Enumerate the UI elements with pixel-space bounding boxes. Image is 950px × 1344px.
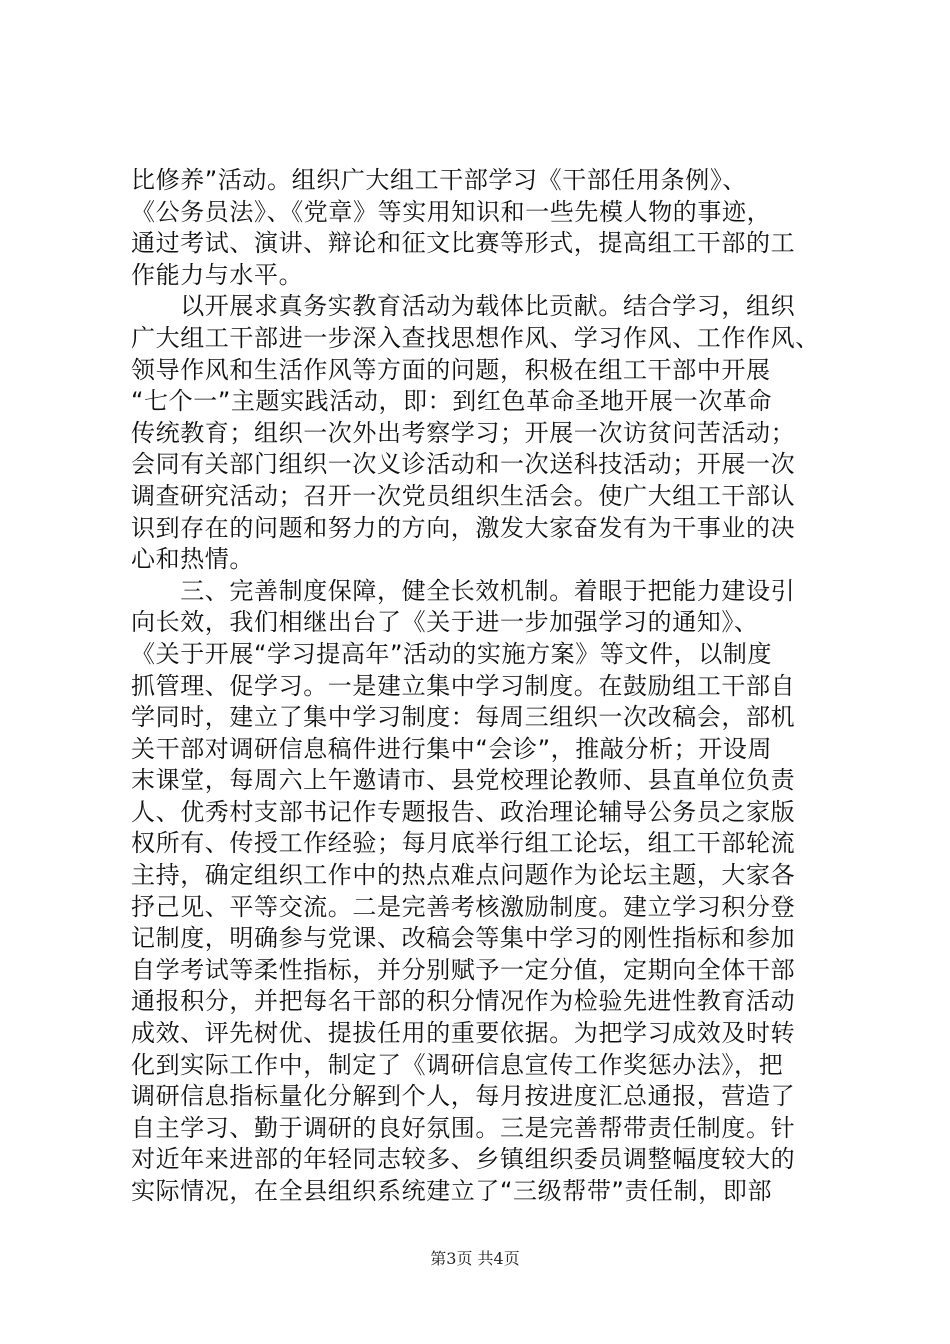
text-line: 末课堂，每周六上午邀请市、县党校理论教师、县直单位负责 bbox=[131, 766, 796, 795]
text-line: 主持，确定组织工作中的热点难点问题作为论坛主题，大家各 bbox=[131, 861, 796, 890]
body-text bbox=[131, 165, 831, 1208]
text-line: “七个一”主题实践活动，即：到红色革命圣地开展一次革命 bbox=[131, 387, 773, 416]
text-line: 权所有、传授工作经验；每月底举行组工论坛，组工干部轮流 bbox=[131, 829, 796, 858]
text-line: 广大组工干部进一步深入查找思想作风、学习作风、工作作风、 bbox=[131, 323, 820, 352]
text-line: 自主学习、勤于调研的良好氛围。三是完善帮带责任制度。针 bbox=[131, 1113, 796, 1142]
text-line: 《关于开展“学习提高年”活动的实施方案》等文件，以制度 bbox=[131, 639, 773, 668]
text-line: 会同有关部门组织一次义诊活动和一次送科技活动；开展一次 bbox=[131, 450, 796, 479]
text-line: 以开展求真务实教育活动为载体比贡献。结合学习，组织 bbox=[131, 292, 796, 321]
text-line: 调查研究活动；召开一次党员组织生活会。使广大组工干部认 bbox=[131, 481, 796, 510]
text-line: 心和热情。 bbox=[131, 545, 254, 574]
text-line: 传统教育；组织一次外出考察学习；开展一次访贫问苦活动； bbox=[131, 418, 796, 447]
text-line: 调研信息指标量化分解到个人，每月按进度汇总通报，营造了 bbox=[131, 1082, 796, 1111]
text-line: 抒己见、平等交流。二是完善考核激励制度。建立学习积分登 bbox=[131, 892, 796, 921]
text-line: 化到实际工作中，制定了《调研信息宣传工作奖惩办法》，把 bbox=[131, 1050, 784, 1079]
text-line: 实际情况，在全县组织系统建立了“三级帮带”责任制，即部 bbox=[131, 1177, 773, 1205]
text-line: 抓管理、促学习。一是建立集中学习制度。在鼓励组工干部自 bbox=[131, 671, 796, 700]
text-line: 人、优秀村支部书记作专题报告、政治理论辅导公务员之家版 bbox=[131, 797, 796, 826]
text-line: 关干部对调研信息稿件进行集中“会诊”，推敲分析；开设周 bbox=[131, 734, 773, 763]
text-line: 向长效，我们相继出台了《关于进一步加强学习的通知》、 bbox=[131, 608, 759, 637]
text-line: 识到存在的问题和努力的方向，激发大家奋发有为干事业的决 bbox=[131, 513, 796, 542]
text-line: 学同时，建立了集中学习制度：每周三组织一次改稿会，部机 bbox=[131, 703, 796, 732]
text-line: 《公务员法》、《党章》等实用知识和一些先模人物的事迹， bbox=[131, 197, 772, 226]
text-line: 对近年来进部的年轻同志较多、乡镇组织委员调整幅度较大的 bbox=[131, 1145, 796, 1174]
text-line: 领导作风和生活作风等方面的问题，积极在组工干部中开展 bbox=[131, 355, 771, 384]
text-line: 自学考试等柔性指标，并分别赋予一定分值，定期向全体干部 bbox=[131, 955, 796, 984]
page-footer: 第3页 共4页 bbox=[430, 1249, 520, 1268]
text-line: 比修养”活动。组织广大组工干部学习《干部任用条例》、 bbox=[131, 166, 748, 194]
text-line: 通报积分，并把每名干部的积分情况作为检验先进性教育活动 bbox=[131, 987, 796, 1016]
text-line: 记制度，明确参与党课、改稿会等集中学习的刚性指标和参加 bbox=[131, 924, 796, 953]
text-line: 作能力与水平。 bbox=[131, 260, 304, 289]
text-line: 成效、评先树优、提拔任用的重要依据。为把学习成效及时转 bbox=[131, 1019, 796, 1048]
text-line: 三、完善制度保障，健全长效机制。着眼于把能力建设引 bbox=[131, 576, 796, 605]
text-line: 通过考试、演讲、辩论和征文比赛等形式，提高组工干部的工 bbox=[131, 229, 796, 258]
